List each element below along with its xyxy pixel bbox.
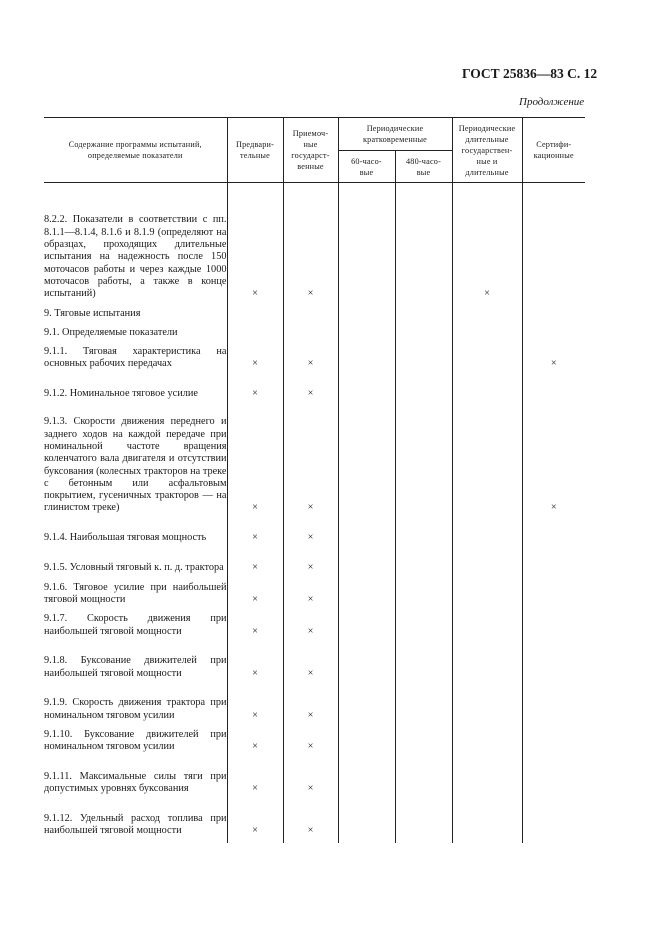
mark-cell — [395, 339, 452, 371]
row-content-text: 9.1.7. Скорость движения при наибольшей тяговой мощности — [44, 613, 227, 637]
cross-mark: × — [307, 741, 314, 753]
mark-cell — [395, 753, 452, 795]
continuation-label: Продолжение — [519, 96, 585, 108]
mark-cell — [283, 638, 338, 680]
mark-cell — [283, 795, 338, 837]
row-content-text: 9. Тяговые испытания — [44, 307, 141, 319]
mark-cell — [452, 638, 522, 680]
mark-cell — [395, 183, 452, 301]
mark-cell — [283, 339, 338, 371]
row-content-text: 9.1.12. Удельный расход топлива при наибольшей тяговой мощности — [44, 812, 227, 837]
mark-cell — [522, 795, 585, 837]
mark-cell — [283, 401, 338, 515]
mark-cell — [227, 545, 283, 575]
row-content-text: 9.1.11. Максимальные силы тяги при допустимых уровнях буксования — [44, 770, 227, 795]
spacer-cell — [395, 837, 452, 843]
mark-cell — [227, 606, 283, 638]
mark-cell — [452, 371, 522, 401]
mark-cell — [283, 371, 338, 401]
cross-mark: × — [252, 625, 258, 637]
mark-cell — [395, 371, 452, 401]
table-row — [44, 680, 585, 722]
mark-cell — [338, 401, 395, 515]
cross-mark: × — [252, 825, 258, 837]
cross-mark: × — [307, 825, 314, 837]
mark-cell — [395, 320, 452, 339]
cross-mark: × — [307, 502, 314, 514]
col-header-certification: Сертифи- кационные — [522, 118, 585, 183]
row-content-text: 9.1. Определяемые показатели — [44, 326, 178, 338]
table-row — [44, 183, 585, 301]
mark-cell — [522, 638, 585, 680]
mark-cell — [452, 606, 522, 638]
row-content-text: 9.1.5. Условный тяговый к. п. д. трактора — [44, 562, 224, 574]
mark-cell — [227, 320, 283, 339]
mark-cell — [522, 753, 585, 795]
mark-cell — [522, 183, 585, 301]
mark-cell — [452, 301, 522, 320]
cross-mark: × — [307, 388, 314, 400]
mark-cell — [452, 680, 522, 722]
mark-cell — [522, 575, 585, 607]
mark-cell — [395, 722, 452, 754]
col-header-periodic-long: Периодические длительные государствен- ные и длительные — [452, 118, 522, 183]
mark-cell — [452, 339, 522, 371]
cross-mark: × — [307, 709, 314, 721]
table-row — [44, 638, 585, 680]
mark-cell — [522, 320, 585, 339]
mark-cell — [522, 401, 585, 515]
mark-cell — [338, 606, 395, 638]
cross-mark: × — [307, 532, 314, 544]
mark-cell — [522, 371, 585, 401]
cross-mark: × — [252, 532, 258, 544]
cross-mark: × — [252, 709, 258, 721]
mark-cell — [395, 606, 452, 638]
mark-cell — [227, 753, 283, 795]
cross-mark: × — [252, 288, 258, 300]
col-header-periodic-short: Периодические кратковременные — [338, 118, 452, 151]
row-content-text: 9.1.1. Тяговая характеристика на основных рабочих передачах — [44, 346, 227, 370]
mark-cell — [338, 320, 395, 339]
cross-mark: × — [550, 358, 557, 370]
mark-cell — [338, 371, 395, 401]
col-header-480h: 480-часо- вые — [395, 151, 452, 183]
mark-cell — [395, 575, 452, 607]
mark-cell — [227, 722, 283, 754]
mark-cell — [227, 301, 283, 320]
mark-cell — [452, 183, 522, 301]
mark-cell — [395, 638, 452, 680]
mark-cell — [522, 301, 585, 320]
mark-cell — [395, 301, 452, 320]
mark-cell — [338, 575, 395, 607]
mark-cell — [283, 575, 338, 607]
mark-cell — [338, 680, 395, 722]
table-row — [44, 339, 585, 371]
cross-mark: × — [252, 358, 258, 370]
table-row — [44, 753, 585, 795]
mark-cell — [395, 680, 452, 722]
mark-cell — [338, 722, 395, 754]
spacer-cell — [452, 837, 522, 843]
mark-cell — [338, 545, 395, 575]
cross-mark: × — [484, 288, 490, 300]
mark-cell — [452, 401, 522, 515]
cross-mark: × — [550, 502, 557, 514]
mark-cell — [227, 339, 283, 371]
col-header-preliminary: Предвари- тельные — [227, 118, 283, 183]
mark-cell — [395, 545, 452, 575]
mark-cell — [338, 339, 395, 371]
cross-mark: × — [307, 562, 314, 574]
spacer-cell — [283, 837, 338, 843]
mark-cell — [283, 183, 338, 301]
cross-mark: × — [252, 783, 258, 795]
mark-cell — [522, 339, 585, 371]
row-content-text: 9.1.10. Буксование движителей при номинальном тяговом усилии — [44, 728, 227, 753]
cross-mark: × — [307, 783, 314, 795]
cross-mark: × — [307, 358, 314, 370]
table-body — [44, 183, 585, 844]
mark-cell — [283, 320, 338, 339]
mark-cell — [338, 753, 395, 795]
mark-cell — [227, 401, 283, 515]
table-row — [44, 301, 585, 320]
cross-mark: × — [252, 562, 258, 574]
table-row — [44, 795, 585, 837]
col-header-60h: 60-часо- вые — [338, 151, 395, 183]
table-row — [44, 371, 585, 401]
cross-mark: × — [252, 667, 258, 679]
row-content-text: 9.1.4. Наибольшая тяговая мощность — [44, 532, 207, 544]
mark-cell — [227, 795, 283, 837]
table-row — [44, 722, 585, 754]
mark-cell — [227, 515, 283, 545]
mark-cell — [227, 575, 283, 607]
test-program-table — [44, 117, 585, 843]
table-row — [44, 606, 585, 638]
spacer-cell — [227, 837, 283, 843]
spacer-cell — [338, 837, 395, 843]
cross-mark: × — [252, 741, 258, 753]
mark-cell — [227, 371, 283, 401]
mark-cell — [522, 722, 585, 754]
table-row — [44, 575, 585, 607]
table-row — [44, 515, 585, 545]
cross-mark: × — [307, 667, 314, 679]
cross-mark: × — [307, 625, 314, 637]
mark-cell — [283, 722, 338, 754]
mark-cell — [452, 795, 522, 837]
mark-cell — [395, 795, 452, 837]
table-row — [44, 320, 585, 339]
mark-cell — [283, 301, 338, 320]
mark-cell — [283, 680, 338, 722]
cross-mark: × — [307, 288, 314, 300]
mark-cell — [522, 515, 585, 545]
row-content-text: 9.1.9. Скорость движения трактора при номинальном тяговом усилии — [44, 697, 227, 721]
spacer-cell — [44, 837, 227, 843]
row-content-text: 9.1.2. Номинальное тяговое усилие — [44, 388, 198, 400]
mark-cell — [452, 515, 522, 545]
mark-cell — [522, 606, 585, 638]
table-row — [44, 401, 585, 515]
mark-cell — [452, 545, 522, 575]
col-header-acceptance: Приемоч- ные государст- венные — [283, 118, 338, 183]
row-content-text: 9.1.3. Скорости движения переднего и заднего ходов на каждой передаче при номинальной частоте вращения коленчатого вала двигателя и отсутствии буксования (колесных тракторов на треке с бетонным или асфальтовым покрытием, гусеничных тракторов — на глинистом треке) — [44, 416, 227, 514]
mark-cell — [283, 753, 338, 795]
mark-cell — [227, 183, 283, 301]
cross-mark: × — [252, 388, 258, 400]
mark-cell — [338, 638, 395, 680]
mark-cell — [522, 545, 585, 575]
mark-cell — [338, 515, 395, 545]
mark-cell — [227, 638, 283, 680]
row-content-text: 9.1.8. Буксование движителей при наибольшей тяговой мощности — [44, 655, 227, 679]
page-title: ГОСТ 25836—83 С. 12 — [462, 66, 598, 81]
mark-cell — [338, 301, 395, 320]
table-row — [44, 545, 585, 575]
table-row-spacer — [44, 837, 585, 843]
mark-cell — [452, 320, 522, 339]
mark-cell — [338, 183, 395, 301]
row-content-text: 9.1.6. Тяговое усилие при наибольшей тяговой мощности — [44, 581, 227, 605]
mark-cell — [452, 753, 522, 795]
row-content-text: 8.2.2. Показатели в соответствии с пп. 8.1.1—8.1.4, 8.1.6 и 8.1.9 (определяют на образцах, проходящих длительные испытания на надежность после 150 моточасов работы и через каждые 1000 моточасов работы, а также в конце испытаний) — [44, 214, 227, 300]
cross-mark: × — [252, 502, 258, 514]
mark-cell — [283, 545, 338, 575]
mark-cell — [227, 680, 283, 722]
mark-cell — [452, 575, 522, 607]
spacer-cell — [522, 837, 585, 843]
cross-mark: × — [252, 593, 258, 605]
mark-cell — [338, 795, 395, 837]
mark-cell — [522, 680, 585, 722]
mark-cell — [283, 606, 338, 638]
col-header-content: Содержание программы испытаний, определяемые показатели — [44, 118, 227, 183]
mark-cell — [395, 515, 452, 545]
mark-cell — [395, 401, 452, 515]
mark-cell — [452, 722, 522, 754]
mark-cell — [283, 515, 338, 545]
cross-mark: × — [307, 593, 314, 605]
